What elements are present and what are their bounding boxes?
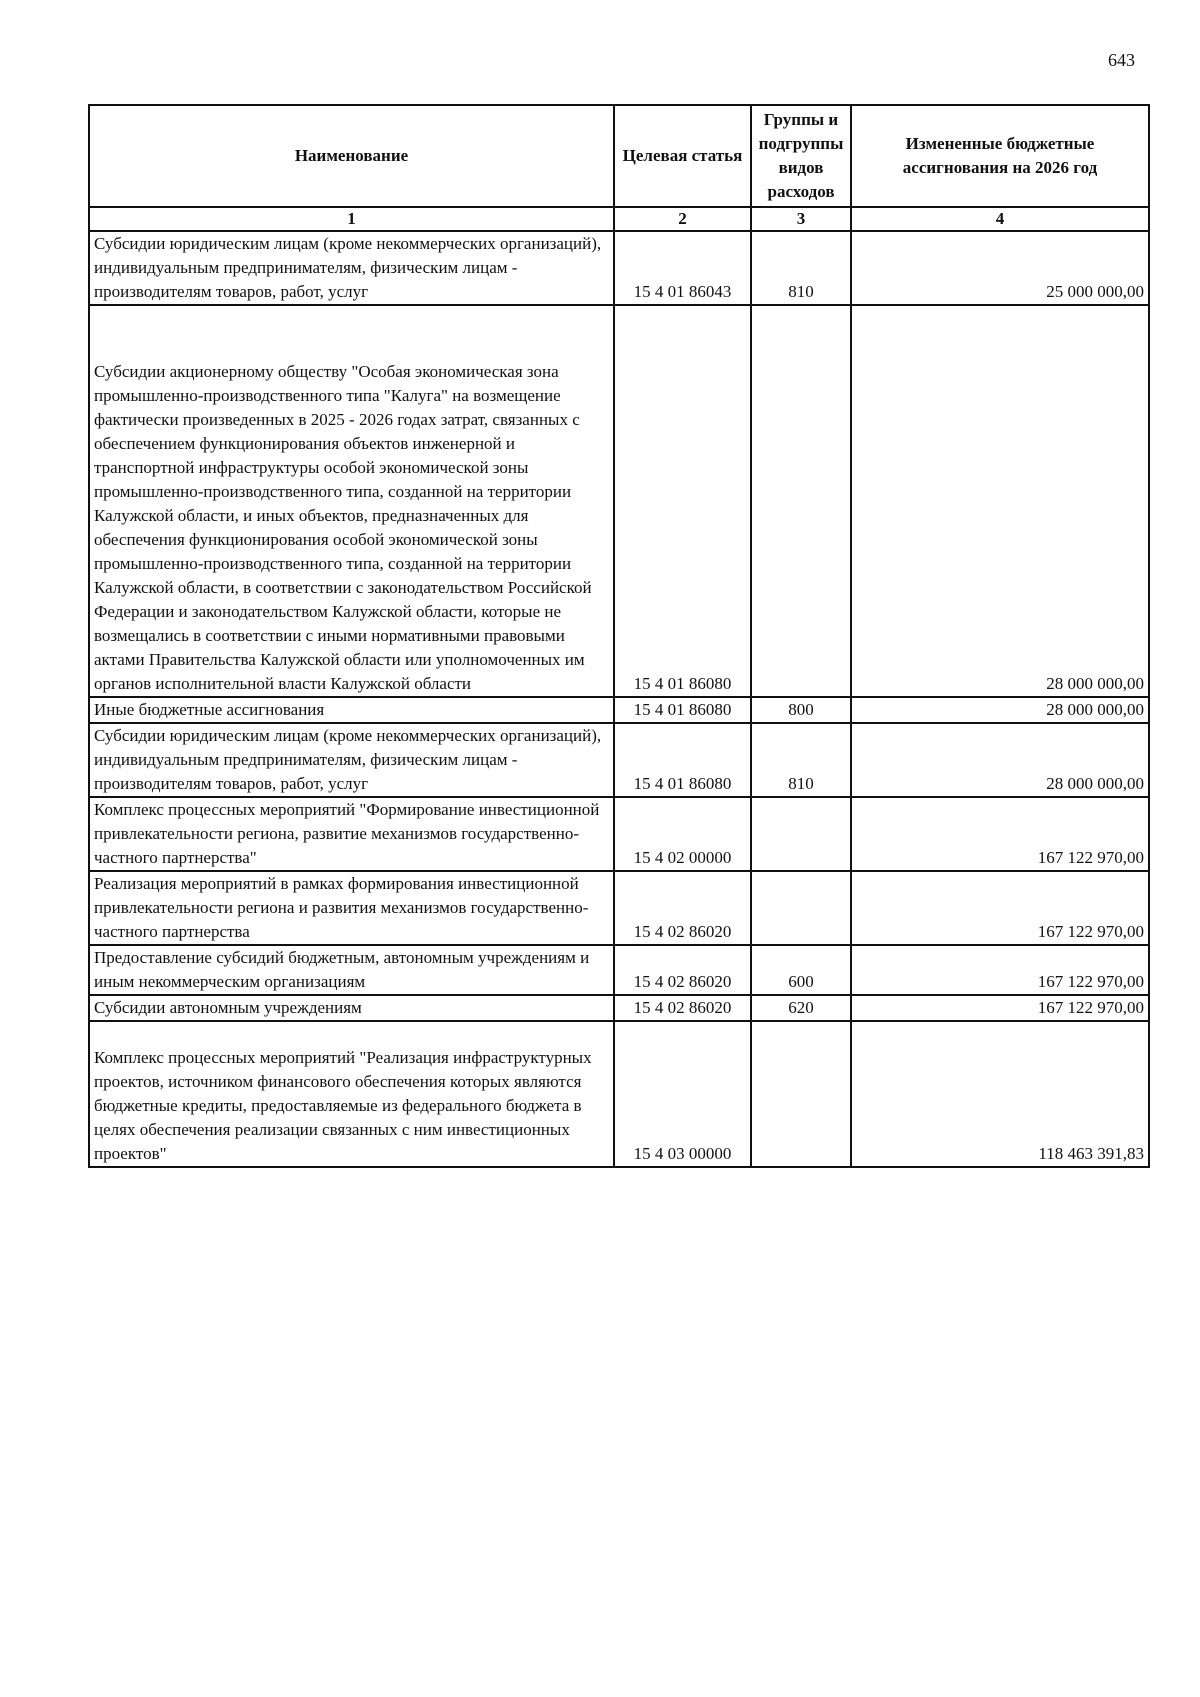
row-name: Предоставление субсидий бюджетным, автономным учреждениям и иным некоммерческим организациям [89, 945, 614, 995]
row-name: Субсидии юридическим лицам (кроме некоммерческих организаций), индивидуальным предпринимателям, физическим лицам - производителям товаров, работ, услуг [89, 723, 614, 797]
table-row [89, 871, 1149, 945]
table-row [89, 797, 1149, 871]
row-target-article: 15 4 01 86080 [614, 305, 751, 697]
row-expense-group: 600 [751, 945, 851, 995]
table-row [89, 697, 1149, 723]
row-amount: 167 122 970,00 [851, 945, 1149, 995]
table-row [89, 231, 1149, 305]
row-name: Субсидии юридическим лицам (кроме некоммерческих организаций), индивидуальным предпринимателям, физическим лицам - производителям товаров, работ, услуг [89, 231, 614, 305]
row-amount: 28 000 000,00 [851, 305, 1149, 697]
column-number: 2 [614, 207, 751, 231]
row-name: Реализация мероприятий в рамках формирования инвестиционной привлекательности региона и развития механизмов государственно-частного партнерства [89, 871, 614, 945]
row-amount: 167 122 970,00 [851, 797, 1149, 871]
row-expense-group: 810 [751, 231, 851, 305]
row-expense-group [751, 305, 851, 697]
column-number: 3 [751, 207, 851, 231]
column-number: 1 [89, 207, 614, 231]
table-row [89, 995, 1149, 1021]
row-target-article: 15 4 02 86020 [614, 871, 751, 945]
row-expense-group: 620 [751, 995, 851, 1021]
row-target-article: 15 4 03 00000 [614, 1021, 751, 1167]
table-row [89, 1021, 1149, 1167]
row-name: Комплекс процессных мероприятий "Формирование инвестиционной привлекательности региона, развитие механизмов государственно-частного партнерства" [89, 797, 614, 871]
row-name: Комплекс процессных мероприятий "Реализация инфраструктурных проектов, источником финансового обеспечения которых являются бюджетные кредиты, предоставляемые из федерального бюджета в целях обеспечения реализации связанных с ним инвестиционных проектов" [89, 1021, 614, 1167]
column-number: 4 [851, 207, 1149, 231]
column-number-row [89, 207, 1149, 231]
table-row [89, 945, 1149, 995]
row-name: Иные бюджетные ассигнования [89, 697, 614, 723]
row-name: Субсидии автономным учреждениям [89, 995, 614, 1021]
row-amount: 28 000 000,00 [851, 723, 1149, 797]
table-row [89, 723, 1149, 797]
row-amount: 118 463 391,83 [851, 1021, 1149, 1167]
row-name: Субсидии акционерному обществу "Особая экономическая зона промышленно-производственного типа "Калуга" на возмещение фактически произведенных в 2025 - 2026 годах затрат, связанных с обеспечением функционирования объектов инженерной и транспортной инфраструктуры особой экономической зоны промышленно-производственного типа, созданной на территории Калужской области, и иных объектов, предназначенных для обеспечения функционирования особой экономической зоны промышленно-производственного типа, созданной на территории Калужской области, в соответствии с законодательством Российской Федерации и законодательством Калужской области, которые не возмещались в соответствии с иными нормативными правовыми актами Правительства Калужской области или уполномоченных им органов исполнительной власти Калужской области [89, 305, 614, 697]
row-expense-group [751, 871, 851, 945]
row-target-article: 15 4 01 86080 [614, 697, 751, 723]
row-target-article: 15 4 01 86080 [614, 723, 751, 797]
row-expense-group: 800 [751, 697, 851, 723]
header-amount: Измененные бюджетные ассигнования на 2026 год [851, 105, 1149, 207]
row-expense-group [751, 797, 851, 871]
row-amount: 167 122 970,00 [851, 995, 1149, 1021]
header-target-article: Целевая статья [614, 105, 751, 207]
row-target-article: 15 4 02 00000 [614, 797, 751, 871]
row-expense-group [751, 1021, 851, 1167]
header-row [89, 105, 1149, 207]
row-expense-group: 810 [751, 723, 851, 797]
row-amount: 25 000 000,00 [851, 231, 1149, 305]
row-target-article: 15 4 02 86020 [614, 995, 751, 1021]
row-target-article: 15 4 01 86043 [614, 231, 751, 305]
page-number: 643 [1108, 50, 1135, 70]
header-expense-groups: Группы и подгруппы видов расходов [751, 105, 851, 207]
row-amount: 167 122 970,00 [851, 871, 1149, 945]
header-name: Наименование [89, 105, 614, 207]
budget-table [88, 104, 1150, 1168]
row-target-article: 15 4 02 86020 [614, 945, 751, 995]
row-amount: 28 000 000,00 [851, 697, 1149, 723]
table-row [89, 305, 1149, 697]
